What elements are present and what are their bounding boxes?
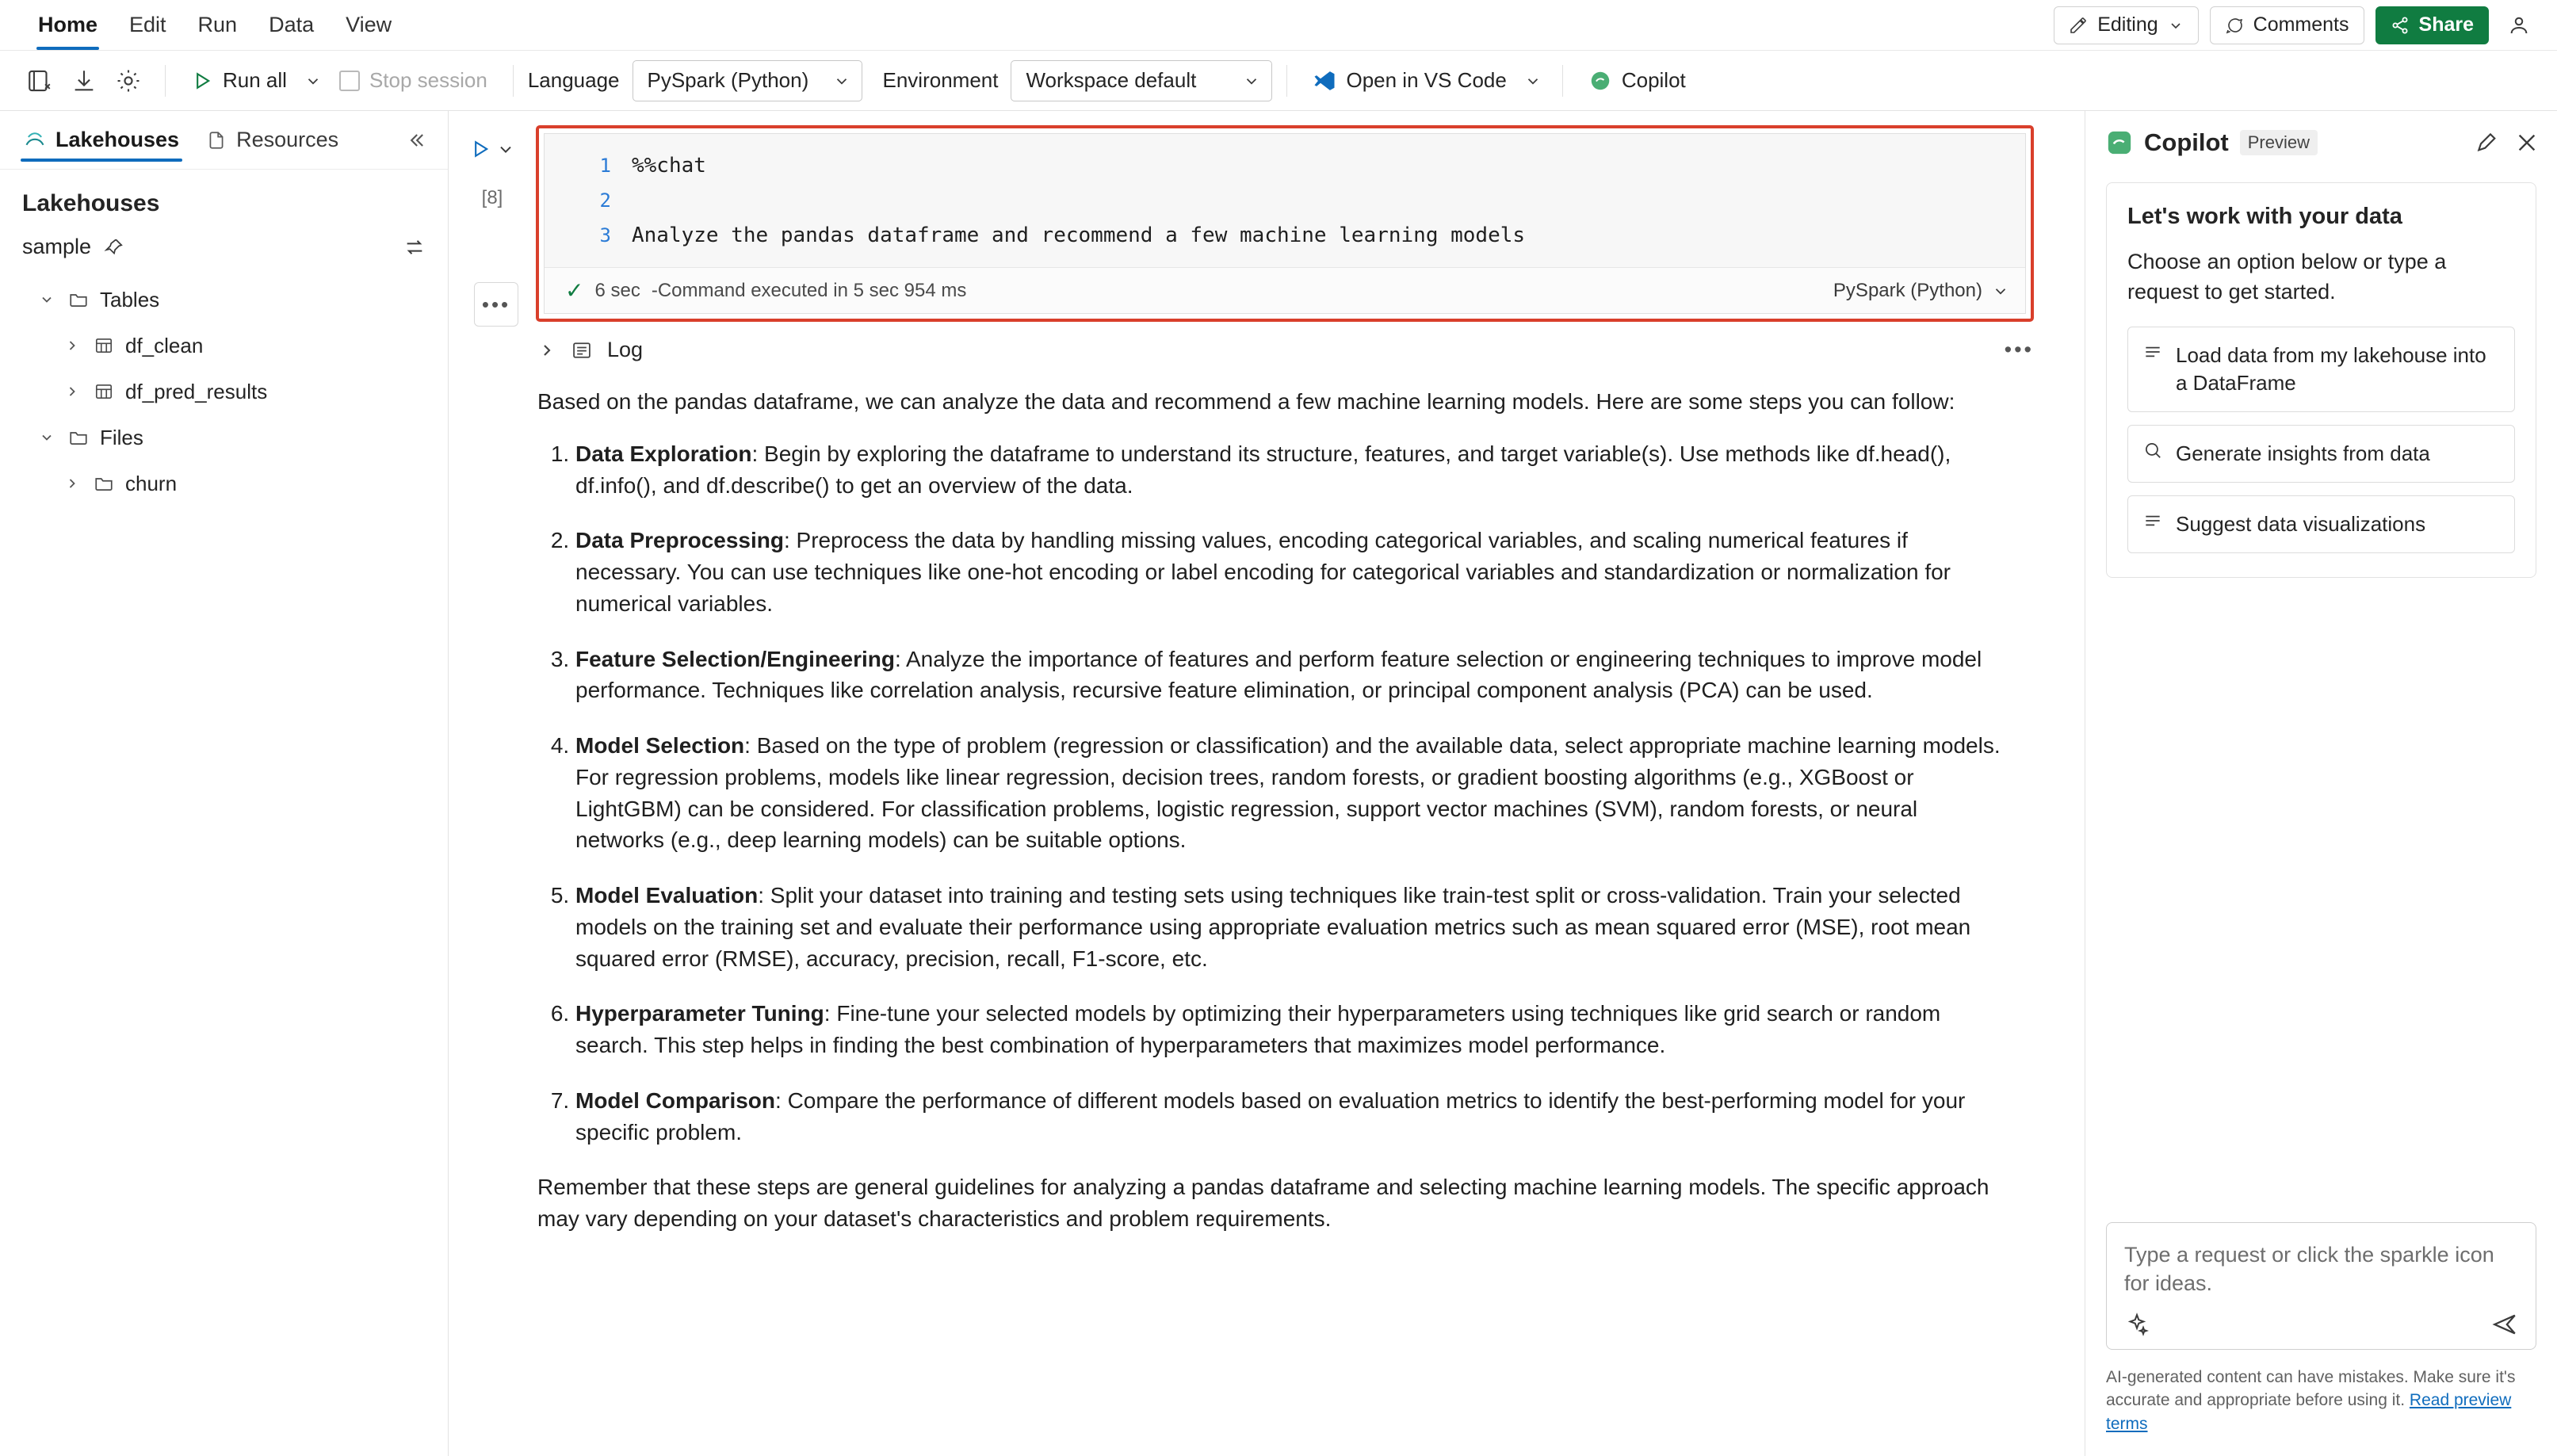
share-icon [2391, 16, 2410, 35]
tree-item-label: Files [100, 425, 143, 449]
log-row[interactable] [449, 322, 2085, 378]
copilot-label: Copilot [1621, 68, 1686, 92]
code-area[interactable] [545, 134, 2025, 267]
run-all-button[interactable] [180, 59, 298, 102]
language-label: Language [527, 68, 620, 92]
send-icon[interactable] [2491, 1311, 2518, 1338]
notebook-pane [449, 111, 2085, 1456]
explorer-title: Lakehouses [22, 190, 160, 216]
comments-button[interactable] [2210, 6, 2364, 44]
lakehouse-icon [24, 129, 46, 151]
divider [1562, 65, 1563, 97]
output-step-title: Feature Selection/Engineering [575, 646, 895, 671]
chevron-down-icon [2168, 17, 2184, 33]
language-dropdown[interactable] [633, 60, 862, 101]
code-text: %%chat [632, 154, 706, 178]
editing-mode-button[interactable] [2054, 6, 2198, 44]
copilot-intro-card [2106, 182, 2536, 578]
copilot-option-load-data[interactable] [2127, 327, 2515, 412]
output-step-body: : Compare the performance of different models based on evaluation metrics to identify the best-performing model for your specific problem. [575, 1087, 1966, 1145]
output-closing: Remember that these steps are general guidelines for analyzing a pandas dataframe and selecting machine learning models. The specific approach may vary depending on your dataset's characteristics and problem requirements. [537, 1175, 1989, 1231]
output-step-body: : Preprocess the data by handling missing values, encoding categorical variables, and scaling numerical features if necessary. You can use techniques like one-hot encoding or label encoding for categorical variables and standardization or normalization for numerical variables. [575, 528, 1951, 616]
tree-item-label: Tables [100, 287, 160, 311]
chevron-down-icon[interactable] [36, 430, 57, 445]
ribbon-tab-edit[interactable] [113, 0, 182, 50]
copilot-preview-terms-link[interactable]: Read preview terms [2106, 1391, 2512, 1433]
output-step [575, 998, 2009, 1061]
copilot-input-actions [2124, 1298, 2518, 1338]
line-number: 1 [599, 155, 611, 177]
ribbon-tab-run[interactable] [182, 0, 254, 50]
copilot-request-input[interactable] [2106, 1222, 2536, 1350]
cell-status-bar [545, 267, 2025, 313]
chevron-down-icon [833, 72, 850, 90]
new-notebook-icon[interactable] [17, 59, 62, 103]
sparkle-icon[interactable] [2124, 1312, 2150, 1337]
chevron-down-icon [1243, 72, 1260, 90]
output-step-body: : Begin by exploring the dataframe to understand its structure, features, and target variable(s). Use methods like df.head(), df.info(), and df.describe() to get an overview of the data. [575, 441, 1951, 498]
cell-language-selector[interactable] [1833, 280, 2009, 302]
line-number: 3 [599, 224, 611, 246]
copilot-option-label: Generate insights from data [2176, 441, 2430, 465]
copilot-option-label: Load data from my lakehouse into a DataFrame [2176, 342, 2486, 395]
chevron-right-icon[interactable] [62, 476, 82, 491]
ribbon-tab-data[interactable] [253, 0, 330, 50]
cell-menu-chevron-icon[interactable] [496, 139, 515, 159]
output-step-body: : Based on the type of problem (regression or classification) and the available data, select appropriate machine learning models. For regression problems, models like linear regression, decision trees, random forests, or gradient boosting algorithms (e.g., XGBoost or LightGBM) can be considered. For classification problems, logistic regression, support vector machines (SVM), random forests, or neural networks (e.g., deep learning models) can be suitable options. [575, 733, 2001, 853]
environment-value: Workspace default [1026, 68, 1197, 92]
output-step [575, 644, 2009, 707]
output-step [575, 1085, 2009, 1148]
folder-icon [94, 473, 114, 494]
output-step-title: Data Exploration [575, 441, 752, 466]
pencil-icon [2069, 16, 2088, 35]
collapse-explorer-icon[interactable] [399, 129, 434, 151]
copilot-disclaimer [2085, 1361, 2557, 1456]
comment-icon [2225, 16, 2244, 35]
copilot-title: Copilot [2144, 128, 2229, 156]
cell-more-options-button[interactable]: ••• [474, 282, 518, 327]
stop-session-label: Stop session [369, 68, 487, 92]
tree-item-tables[interactable] [0, 277, 448, 323]
tree-item-label: churn [125, 471, 178, 495]
cell-highlight-box [536, 125, 2034, 322]
ribbon-tab-view-label: View [346, 13, 392, 36]
share-button[interactable] [2375, 6, 2489, 44]
copilot-option-suggest-visualizations[interactable] [2127, 495, 2515, 553]
table-icon [94, 381, 114, 402]
open-in-vscode-label: Open in VS Code [1346, 68, 1507, 92]
table-icon [94, 335, 114, 356]
output-step [575, 525, 2009, 619]
line-number: 2 [599, 189, 611, 212]
tree-item-df-clean[interactable] [0, 323, 448, 369]
run-all-label: Run all [223, 68, 287, 92]
ribbon-tab-view[interactable] [330, 0, 407, 50]
code-line [545, 183, 2025, 218]
close-icon[interactable] [2514, 130, 2540, 155]
file-icon [206, 130, 227, 151]
list-icon [2142, 342, 2163, 362]
lakehouse-source-row[interactable] [0, 225, 448, 269]
tree-item-df-pred-results[interactable] [0, 369, 448, 415]
tree-item-label: df_pred_results [125, 379, 268, 403]
tab-resources-label: Resources [236, 128, 339, 151]
vscode-icon [1313, 69, 1336, 93]
ribbon-tab-edit-label: Edit [129, 13, 166, 36]
run-all-chevron-icon[interactable] [298, 59, 328, 102]
copilot-icon [2106, 129, 2133, 156]
body [0, 111, 2557, 1456]
divider [165, 65, 166, 97]
output-steps-list [537, 438, 2009, 1148]
settings-gear-icon[interactable] [106, 59, 151, 103]
cell-status-text: -Command executed in 5 sec 954 ms [651, 279, 967, 301]
vscode-chevron-icon[interactable] [1518, 59, 1548, 102]
copilot-input-placeholder: Type a request or click the sparkle icon for ideas. [2124, 1242, 2494, 1296]
command-bar [0, 51, 2557, 111]
chevron-right-icon[interactable] [62, 338, 82, 353]
copilot-card-text: Choose an option below or type a request to get started. [2127, 250, 2447, 304]
cell-language-label: PySpark (Python) [1833, 279, 1982, 301]
output-step-body: : Split your dataset into training and testing sets using techniques like train-test split or cross-validation. Train your selected models on the training set and evaluate their performance using appropriate evaluation metrics such as mean squared error (MSE), root mean squared error (RMSE), accuracy, precision, recall, F1-score, etc. [575, 883, 1971, 971]
environment-dropdown[interactable] [1011, 60, 1272, 101]
log-label: Log [607, 338, 644, 361]
folder-icon [68, 289, 89, 310]
run-cell-icon[interactable] [469, 138, 491, 160]
insights-icon [2142, 440, 2163, 460]
tab-lakehouses[interactable] [14, 116, 189, 165]
copilot-spacer [2085, 578, 2557, 1222]
environment-label: Environment [882, 68, 999, 92]
output-step-body: : Fine-tune your selected models by optimizing their hyperparameters using techniques like grid search or random search. This step helps in finding the best combination of hyperparameters that maximizes model performance. [575, 1001, 1941, 1057]
output-intro: Based on the pandas dataframe, we can analyze the data and recommend a few machine learning models. Here are some steps you can follow: [537, 389, 1955, 414]
output-step-title: Data Preprocessing [575, 528, 784, 553]
tab-resources[interactable] [197, 116, 348, 165]
chevron-down-icon [1992, 282, 2009, 300]
explorer-tabs [0, 111, 448, 170]
play-icon [191, 70, 213, 92]
save-icon[interactable] [62, 59, 106, 103]
divider [1286, 65, 1287, 97]
comments-label: Comments [2253, 13, 2349, 36]
copilot-icon [1588, 69, 1612, 93]
output-step-body: : Analyze the importance of features and perform feature selection or engineering techniques to improve model performance. Techniques like correlation analysis, recursive feature elimination, or principal component analysis (PCA) can be used. [575, 646, 1982, 703]
explorer-tree [0, 269, 448, 506]
ribbon-right-group [2054, 0, 2557, 50]
output-step-title: Model Comparison [575, 1087, 776, 1113]
copilot-disclaimer-text: AI-generated content can have mistakes. Make sure it's accurate and appropriate before using it. [2106, 1367, 2516, 1410]
copilot-button[interactable] [1577, 59, 1697, 102]
tree-item-churn[interactable] [0, 460, 448, 506]
list-icon [2142, 510, 2163, 531]
stop-session-button[interactable] [328, 59, 499, 102]
stop-session-box-icon [339, 71, 360, 91]
output-step-title: Model Selection [575, 733, 745, 758]
log-more-options-icon[interactable]: ••• [2004, 338, 2034, 361]
output-step-title: Hyperparameter Tuning [575, 1001, 824, 1026]
success-check-icon: ✓ [565, 278, 584, 303]
copilot-header-actions [2475, 130, 2540, 155]
copilot-option-label: Suggest data visualizations [2176, 511, 2426, 536]
tab-lakehouses-label: Lakehouses [55, 128, 180, 151]
explorer-pane [0, 111, 449, 1456]
editing-mode-label: Editing [2097, 13, 2158, 36]
cell-output [449, 378, 2085, 1287]
copilot-preview-badge: Preview [2240, 130, 2318, 155]
ribbon-tab-home-label: Home [38, 13, 98, 36]
ribbon-tab-run-label: Run [197, 13, 238, 36]
code-text: Analyze the pandas dataframe and recommend a few machine learning models [632, 224, 1526, 247]
chevron-right-icon[interactable] [62, 384, 82, 399]
language-value: PySpark (Python) [647, 68, 809, 92]
folder-icon [68, 427, 89, 448]
ribbon-tab-data-label: Data [269, 13, 315, 36]
output-step-title: Model Evaluation [575, 883, 759, 908]
pin-icon[interactable] [104, 237, 124, 258]
ribbon-tab-home[interactable] [22, 0, 113, 50]
ribbon-tabs [0, 0, 2557, 51]
code-line [545, 218, 2025, 253]
log-icon [571, 339, 593, 361]
copilot-pane [2085, 111, 2557, 1456]
lakehouse-source-label: sample [22, 235, 92, 258]
output-step [575, 730, 2009, 856]
output-step [575, 880, 2009, 974]
open-in-vscode-button[interactable] [1301, 59, 1517, 102]
output-step [575, 438, 2009, 502]
copilot-header [2085, 111, 2557, 168]
notebook-cell [449, 111, 2085, 322]
chevron-right-icon[interactable] [537, 341, 556, 360]
tree-item-label: df_clean [125, 333, 204, 357]
switch-lakehouse-icon[interactable] [403, 236, 426, 258]
cell-execution-count: [8] [481, 187, 503, 208]
cell-editor[interactable] [544, 133, 2026, 314]
cell-run-controls [469, 138, 515, 160]
account-manager-button[interactable] [2500, 6, 2538, 44]
code-line [545, 148, 2025, 183]
chevron-down-icon[interactable] [36, 292, 57, 308]
copilot-option-generate-insights[interactable] [2127, 425, 2515, 483]
cell-duration: 6 sec [594, 279, 640, 301]
share-label: Share [2418, 13, 2474, 36]
clear-chat-icon[interactable] [2475, 130, 2500, 155]
copilot-card-heading: Let's work with your data [2127, 204, 2402, 229]
tree-item-files[interactable] [0, 415, 448, 460]
divider [513, 65, 514, 97]
person-icon [2507, 13, 2531, 37]
